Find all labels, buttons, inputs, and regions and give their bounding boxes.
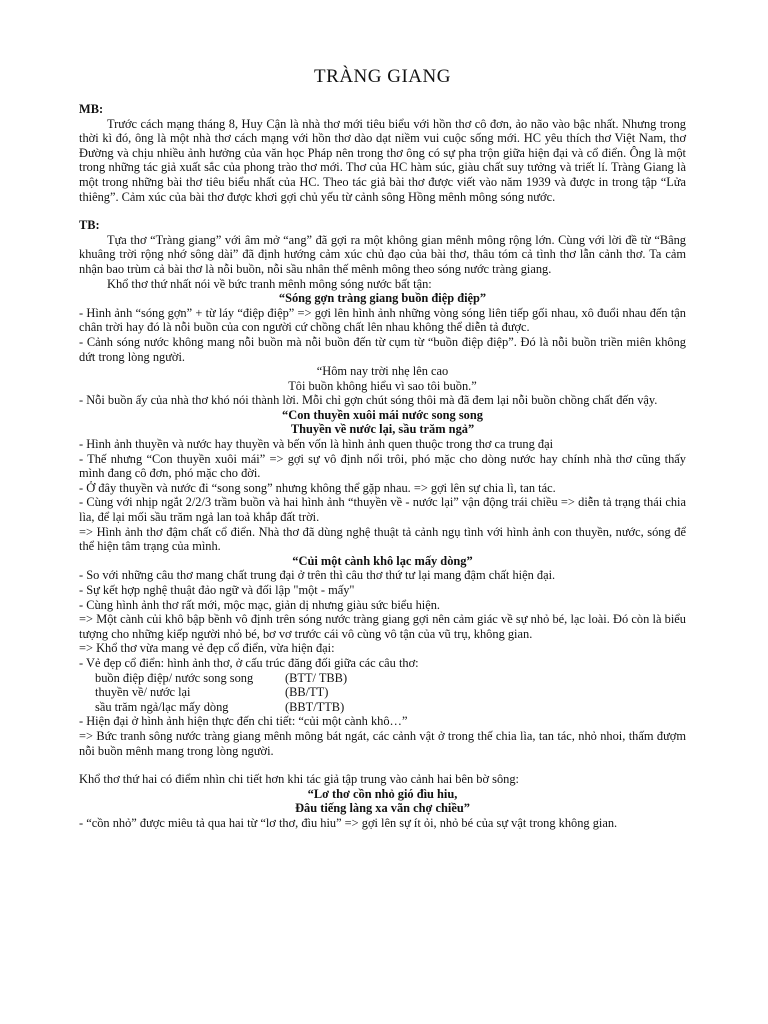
analysis-line: - Hiện đại ở hình ảnh hiện thực đến chi tiết: “củi một cành khô…” (79, 714, 408, 729)
meter-pair-tones: (BTT/ TBB) (285, 670, 348, 685)
section-heading-tb: TB: (79, 218, 100, 233)
meter-pair-phrase: sầu trăm ngả/lạc mấy dòng (95, 699, 229, 714)
quote-line: “Con thuyền xuôi mái nước song song (282, 407, 483, 422)
meter-pair-phrase: buồn điệp điệp/ nước song song (95, 670, 254, 685)
section-heading-mb: MB: (79, 102, 104, 116)
paragraph-tb-intro: Tựa thơ “Tràng giang” với âm mở “ang” đã gợi ra một không gian mênh mông rộng lớn. Cùng với lời đề từ “Bâng khuâng trời rộng nhớ sông dài” đã định hướng cảm xúc chủ đạo của bài thơ, thâu tóm cả tình thơ lẫn cảnh thơ. Ta cảm nhận bao trùm cả bài thơ là nỗi buồn, nỗi sầu nhân thế mênh mông theo sóng nước tràng giang. (79, 232, 686, 276)
analysis-line: - Vẻ đẹp cổ điển: hình ảnh thơ, ở cấu trúc đăng đối giữa các câu thơ: (79, 655, 419, 670)
meter-pair-tones: (BB/TT) (285, 685, 329, 700)
analysis-line: - Cảnh sóng nước không mang nỗi buồn mà nỗi buồn đến từ cụm từ “buồn điệp điệp”. Đó là nỗi buồn triền miên không dứt trong lòng người. (79, 334, 686, 364)
analysis-line: => Hình ảnh thơ đậm chất cổ điển. Nhà thơ đã dùng nghệ thuật tả cảnh ngụ tình với hình ảnh con thuyền, nước, sóng để thể hiện tâm trạng của mình. (79, 524, 686, 554)
analysis-line: - Cùng với nhịp ngắt 2/2/3 trầm buồn và hai hình ảnh “thuyền về - nước lại” vận động trái chiều => diễn tả trạng thái chia lìa, để lại mối sầu trăm ngả lan toả khắp đất trời. (79, 495, 686, 525)
meter-pair-row (95, 671, 686, 686)
meter-pair-phrase: thuyền về/ nước lại (95, 685, 191, 700)
analysis-line: - Hình ảnh “sóng gợn” + từ láy “điệp điệp” => gợi lên hình ảnh những vòng sóng liên tiếp gối nhau, xô đuổi nhau đến tận chân trời hay đó là nỗi buồn của con người cứ chồng chất lên nhau không thể diễn tả được. (79, 305, 686, 335)
analysis-line: - Ở đây thuyền và nước đi “song song” nhưng không thể gặp nhau. => gợi lên sự chia lì, tan tác. (79, 480, 556, 495)
spacer (79, 758, 686, 772)
paragraph-mb: Trước cách mạng tháng 8, Huy Cận là nhà thơ mới tiêu biểu với hồn thơ cô đơn, ảo não vào bậc nhất. Nhưng trong thời kì đó, ông là một nhà thơ cách mạng với hồn thơ dào dạt niềm vui cuộc sống mới. HC yêu thích thơ Việt Nam, thơ Đường và chịu nhiều ảnh hưởng của văn học Pháp nên trong thơ ông có sự pha trộn giữa hiện đại và cổ điển. Ông là một trong những tác giả xuất sắc của phong trào thơ mới. Thơ của HC hàm súc, giàu chất suy tưởng và triết lí. Tràng Giang là một trong những bài thơ tiêu biểu nhất của HC. Theo tác giả bài thơ được viết vào năm 1939 và được in trong tập “Lửa thiêng”. Cảm xúc của bài thơ được khơi gợi chủ yếu từ cảnh sông Hồng mênh mông sóng nước. (79, 116, 686, 204)
analysis-line: - Hình ảnh thuyền và nước hay thuyền và bến vốn là hình ảnh quen thuộc trong thơ ca trung đại (79, 437, 554, 452)
quote-line: “Củi một cành khô lạc mấy dòng” (292, 553, 473, 568)
document-title: TRÀNG GIANG (314, 66, 451, 87)
analysis-line: => Một cành củi khô bập bềnh vô định trên sóng nước tràng giang gợi nên cảm giác về sự nhỏ bé, lạc loài. Đó còn là biểu tượng cho những kiếp người nhỏ bé, bơ vơ trước cái vô cùng vô tận của vũ trụ, không gian. (79, 612, 686, 641)
quote-line: “Sóng gợn tràng giang buồn điệp điệp” (278, 291, 487, 306)
verse-line: “Hôm nay trời nhẹ lên cao (316, 364, 449, 379)
quote-line: Thuyền về nước lại, sầu trăm ngả” (290, 422, 475, 437)
quote-line: Đâu tiếng làng xa vãn chợ chiều” (295, 801, 470, 816)
quote-line: “Lơ thơ cồn nhỏ gió đìu hiu, (307, 786, 458, 801)
analysis-line: - Sự kết hợp nghệ thuật đảo ngữ và đối lập "một - mấy" (79, 583, 355, 597)
meter-pair-row (95, 685, 686, 700)
analysis-line: => Bức tranh sông nước tràng giang mênh mông bát ngát, các cảnh vật ở trong thế chia lìa, tan tác, nhỏ nhoi, thấm đượm nỗi buồn mênh mang trong lòng người. (79, 728, 686, 758)
paragraph-stanza2-intro: Khổ thơ thứ hai có điểm nhìn chi tiết hơn khi tác giả tập trung vào cảnh hai bên bờ sông: (79, 772, 519, 787)
analysis-line: => Khổ thơ vừa mang vẻ đẹp cổ điển, vừa hiện đại: (79, 641, 335, 656)
analysis-line: - So với những câu thơ mang chất trung đại ở trên thì câu thơ thứ tư lại mang đậm chất hiện đại. (79, 568, 556, 583)
paragraph-stanza1-intro: Khổ thơ thứ nhất nói về bức tranh mênh mông sóng nước bất tận: (107, 276, 432, 291)
analysis-line: - Cùng hình ảnh thơ rất mới, mộc mạc, giản dị nhưng giàu sức biểu hiện. (79, 597, 441, 612)
analysis-line: - Thế nhưng “Con thuyền xuôi mái” => gợi sự vô định nổi trôi, phó mặc cho dòng nước hay chính nhà thơ cũng thấy mình đang cô đơn, phó mặc cho đời. (79, 451, 686, 481)
spacer (79, 204, 686, 218)
meter-pair-row (95, 700, 686, 715)
meter-pair-tones: (BBT/TTB) (285, 699, 345, 714)
verse-line: Tôi buồn không hiểu vì sao tôi buồn.” (288, 378, 477, 393)
analysis-line: - “cồn nhỏ” được miêu tả qua hai từ “lơ thơ, đìu hiu” => gợi lên sự ít ỏi, nhỏ bé của sự vật trong không gian. (79, 815, 618, 830)
analysis-line: - Nỗi buồn ấy của nhà thơ khó nói thành lời. Mỗi chỉ gợn chút sóng thôi mà đã đem lại nỗi buồn chồng chất đến vậy. (79, 393, 658, 408)
